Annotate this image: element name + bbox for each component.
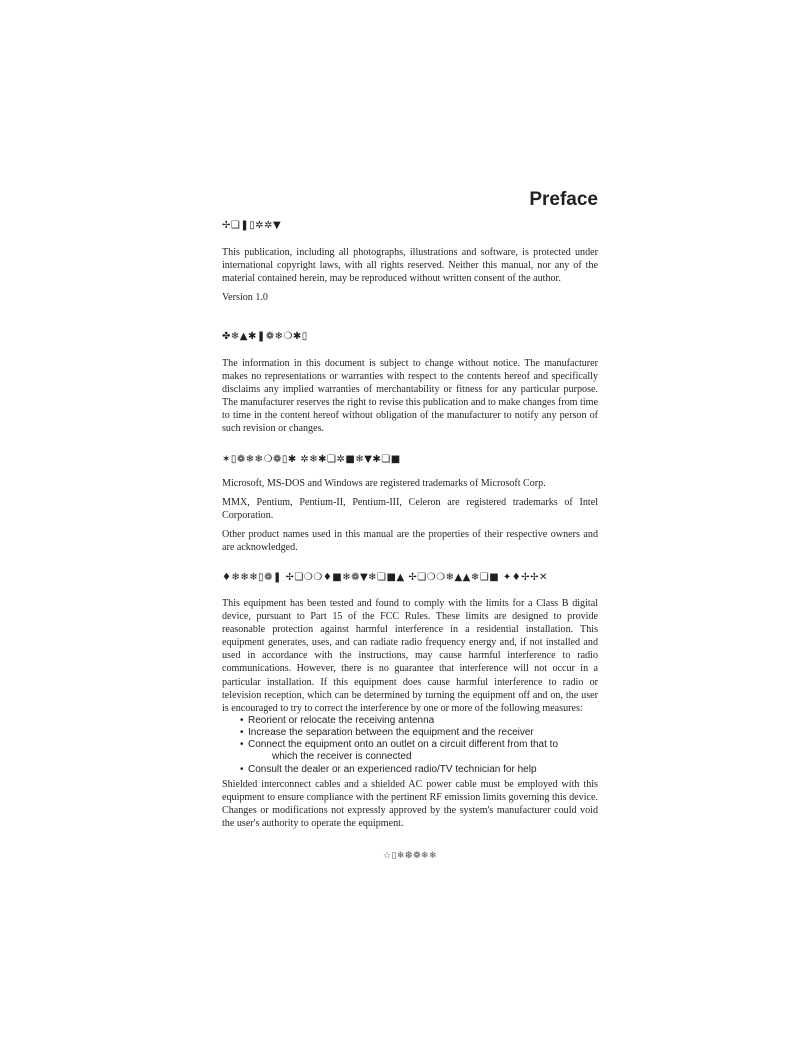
list-item: [240, 715, 598, 727]
fcc-heading: ♦❄❄❄▯❁❚ ✢❏❍❍♦■❄❁▼❄❏■▲ ✢❏❍❍❄▲▲❄❏■ ✦♦✢✢✕: [222, 572, 548, 583]
bullet-icon: •: [240, 727, 244, 739]
disclaimer-heading: ✤❄▲✱❚❁❄❍✱▯: [222, 331, 308, 342]
fcc-paragraph: This equipment has been tested and found to comply with the limits for a Class B digital device, pursuant to Part 15 of the FCC Rules. These limits are designed to provide reasonable protection against harmful interference in a residential installation. This equipment generates, uses, and can radiate radio frequency energy and, if not installed and used in accordance with the instructions, may cause harmful interference to radio communications. However, there is no guarantee that interference will not occur in a particular installation. If this equipment does cause harmful interference to radio or television reception, which can be determined by turning the equipment off and on, the user is encouraged to try to correct the interference by one or more of the following measures:: [222, 598, 598, 714]
page-footer: ☆▯❄❆❁❄❄: [382, 851, 438, 861]
list-item-text: Connect the equipment onto an outlet on a circuit different from that to: [248, 739, 559, 751]
list-item-text: Consult the dealer or an experienced radio/TV technician for help: [248, 763, 537, 775]
version-text: Version 1.0: [222, 292, 268, 304]
trademark-section: [222, 453, 598, 554]
list-item: [240, 739, 598, 763]
copyright-heading: ✢❏❚▯✲✲▼: [222, 220, 282, 231]
list-item: [240, 727, 598, 739]
list-item-continuation: which the receiver is connected: [272, 751, 412, 763]
list-item: [240, 764, 598, 776]
trademark-paragraph-1: Microsoft, MS-DOS and Windows are registered trademarks of Microsoft Corp.: [222, 478, 546, 489]
trademark-paragraph-2: MMX, Pentium, Pentium-II, Pentium-III, Celeron are registered trademarks of Intel Corporation.: [222, 497, 598, 522]
bullet-icon: •: [240, 763, 244, 775]
bullet-icon: •: [240, 714, 244, 726]
copyright-section: [222, 219, 598, 304]
list-item-text: Reorient or relocate the receiving antenna: [248, 714, 435, 726]
list-item-text: Increase the separation between the equipment and the receiver: [248, 727, 534, 739]
fcc-measures-list: [240, 715, 598, 776]
bullet-icon: •: [240, 739, 244, 751]
disclaimer-paragraph: The information in this document is subject to change without notice. The manufacturer makes no representations or warranties with respect to the contents hereof and specifically disclaims any implied warranties of merchantability or fitness for any particular purpose. The manufacturer reserves the right to revise this publication and to make changes from time to time in the content hereof without obligation of the manufacturer to notify any person of such revision or changes.: [222, 358, 598, 435]
fcc-closing-paragraph: Shielded interconnect cables and a shielded AC power cable must be employed with this equipment to ensure compliance with the pertinent RF emission limits governing this device. Changes or modifications not expressly approved by the system's manufacturer could void the user's authority to operate the equipment.: [222, 778, 598, 830]
trademark-heading: ✶▯❁❄❄❍❁▯✱ ✲❄✱❏✲■❄▼✱❏■: [222, 454, 401, 465]
trademark-paragraph-3: Other product names used in this manual are the properties of their respective owners and are acknowledged.: [222, 529, 598, 554]
fcc-section: [222, 571, 598, 830]
page-title: Preface: [529, 189, 598, 210]
copyright-paragraph: This publication, including all photographs, illustrations and software, is protected under international copyright laws, with all rights reserved. Neither this manual, nor any of the material contained herein, may be reproduced without written consent of the author.: [222, 247, 598, 285]
disclaimer-section: [222, 330, 598, 436]
